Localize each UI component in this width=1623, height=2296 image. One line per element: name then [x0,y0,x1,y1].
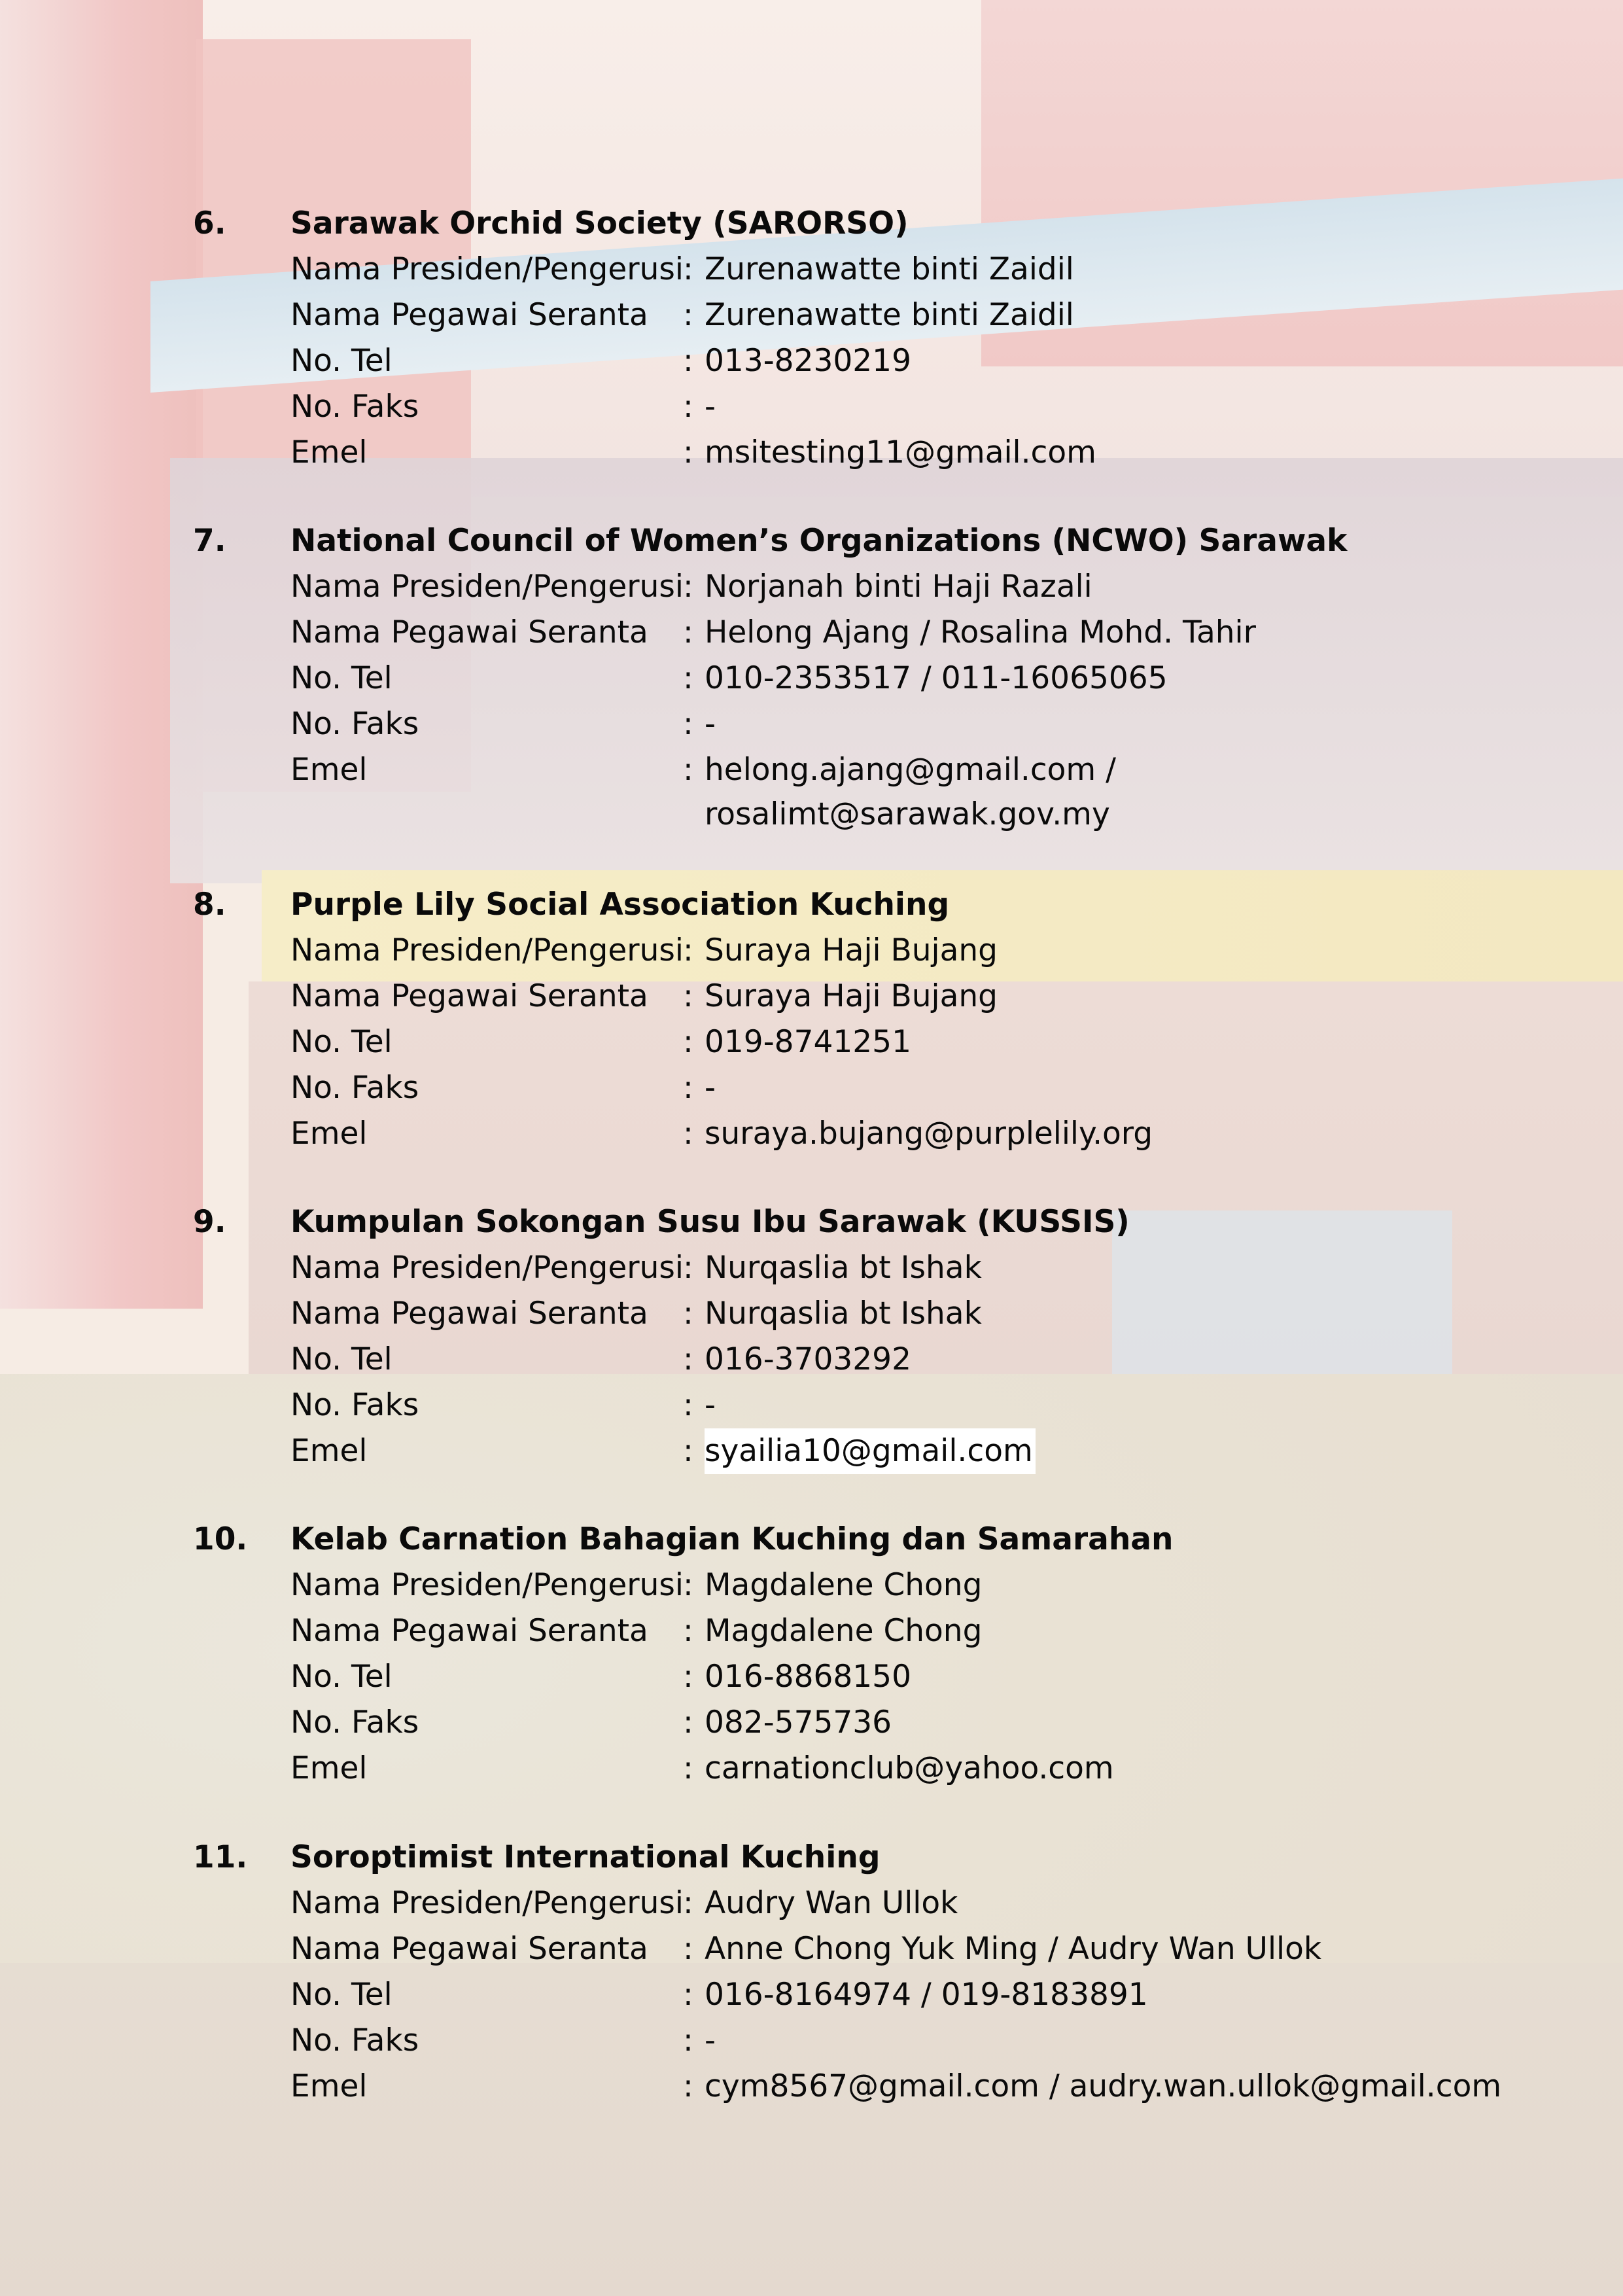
email-label: Emel [290,1116,368,1152]
officer-label: Nama Pegawai Seranta [290,978,648,1014]
organization-name: National Council of Women’s Organizations (NCWO) Sarawak [290,523,1348,559]
tel-row [0,1972,1623,2018]
fax-value: - [705,1070,716,1106]
organization-name: Sarawak Orchid Society (SARORSO) [290,205,909,241]
fax-label: No. Faks [290,389,419,425]
separator: : [683,1296,693,1332]
separator: : [683,932,693,968]
president-label: Nama Presiden/Pengerusi [290,932,684,968]
fax-row [0,384,1623,430]
separator: : [683,1885,693,1921]
president-label: Nama Presiden/Pengerusi [290,1885,684,1921]
email-label: Emel [290,1433,368,1469]
officer-value: Helong Ajang / Rosalina Mohd. Tahir [705,614,1256,650]
organization-name: Kelab Carnation Bahagian Kuching dan Samarahan [290,1521,1174,1557]
president-value: Nurqaslia bt Ishak [705,1250,982,1286]
tel-label: No. Tel [290,1341,393,1377]
officer-label: Nama Pegawai Seranta [290,1931,648,1967]
president-label: Nama Presiden/Pengerusi [290,1567,684,1603]
email-value[interactable]: suraya.bujang@purplelily.org [705,1116,1153,1152]
tel-row [0,1337,1623,1383]
email-row [0,430,1623,476]
separator: : [683,1704,693,1740]
separator: : [683,1977,693,2013]
email-row [0,2064,1623,2110]
separator: : [683,389,693,425]
entry-number: 10. [193,1521,248,1557]
officer-row [0,610,1623,656]
officer-row [0,1291,1623,1337]
fax-row [0,2018,1623,2064]
officer-value: Suraya Haji Bujang [705,978,998,1014]
email-value-line2[interactable]: rosalimt@sarawak.gov.my [705,796,1110,832]
tel-value: 016-3703292 [705,1341,911,1377]
entry-number: 11. [193,1839,248,1875]
entry-number: 9. [193,1204,226,1240]
separator: : [683,1433,693,1469]
president-row [0,564,1623,610]
separator: : [683,1613,693,1649]
fax-value: - [705,2022,716,2058]
separator: : [683,434,693,470]
officer-value: Anne Chong Yuk Ming / Audry Wan Ullok [705,1931,1322,1967]
tel-value: 010-2353517 / 011-16065065 [705,660,1168,696]
separator: : [683,978,693,1014]
officer-row [0,1926,1623,1972]
fax-value: 082-575736 [705,1704,892,1740]
tel-label: No. Tel [290,660,393,696]
email-label: Emel [290,1750,368,1786]
entry-number: 6. [193,205,226,241]
email-label: Emel [290,2068,368,2104]
fax-value: - [705,389,716,425]
president-row [0,1563,1623,1608]
separator: : [683,660,693,696]
separator: : [683,343,693,379]
email-value[interactable]: cym8567@gmail.com / audry.wan.ullok@gmail.com [705,2068,1502,2104]
fax-row [0,1065,1623,1111]
separator: : [683,1387,693,1423]
separator: : [683,614,693,650]
fax-label: No. Faks [290,706,419,742]
email-row [0,1428,1623,1474]
president-row [0,1881,1623,1926]
tel-row [0,1019,1623,1065]
email-value[interactable]: helong.ajang@gmail.com / [705,752,1116,788]
separator: : [683,752,693,788]
president-row [0,247,1623,292]
email-row [0,747,1623,793]
officer-label: Nama Pegawai Seranta [290,1296,648,1332]
separator: : [683,1116,693,1152]
fax-row [0,1700,1623,1746]
officer-value: Magdalene Chong [705,1613,983,1649]
president-value: Audry Wan Ullok [705,1885,958,1921]
president-row [0,928,1623,974]
organization-name: Purple Lily Social Association Kuching [290,887,950,923]
separator: : [683,297,693,333]
tel-value: 016-8868150 [705,1659,911,1695]
email-value[interactable]: syailia10@gmail.com [705,1428,1036,1474]
organization-name: Kumpulan Sokongan Susu Ibu Sarawak (KUSSIS) [290,1204,1130,1240]
email-row [0,1746,1623,1792]
officer-label: Nama Pegawai Seranta [290,297,648,333]
president-label: Nama Presiden/Pengerusi [290,251,684,287]
fax-label: No. Faks [290,1704,419,1740]
email-row [0,1111,1623,1157]
tel-row [0,338,1623,384]
tel-value: 016-8164974 / 019-8183891 [705,1977,1148,2013]
officer-row [0,974,1623,1019]
president-label: Nama Presiden/Pengerusi [290,1250,684,1286]
email-value[interactable]: carnationclub@yahoo.com [705,1750,1114,1786]
entry-number: 8. [193,887,226,923]
organization-name: Soroptimist International Kuching [290,1839,881,1875]
tel-row [0,656,1623,701]
tel-label: No. Tel [290,1659,393,1695]
tel-row [0,1654,1623,1700]
separator: : [683,1341,693,1377]
separator: : [683,1567,693,1603]
email-row-continued [0,792,1623,838]
separator: : [683,1750,693,1786]
tel-value: 019-8741251 [705,1024,911,1060]
email-label: Emel [290,434,368,470]
fax-label: No. Faks [290,1387,419,1423]
officer-row [0,292,1623,338]
fax-label: No. Faks [290,2022,419,2058]
fax-row [0,701,1623,747]
officer-value: Nurqaslia bt Ishak [705,1296,982,1332]
president-label: Nama Presiden/Pengerusi [290,569,684,605]
entry-number: 7. [193,523,226,559]
fax-row [0,1383,1623,1428]
separator: : [683,2022,693,2058]
fax-value: - [705,706,716,742]
fax-value: - [705,1387,716,1423]
separator: : [683,1070,693,1106]
president-value: Norjanah binti Haji Razali [705,569,1092,605]
separator: : [683,1931,693,1967]
officer-row [0,1608,1623,1654]
tel-label: No. Tel [290,1977,393,2013]
officer-label: Nama Pegawai Seranta [290,614,648,650]
email-value[interactable]: msitesting11@gmail.com [705,434,1096,470]
fax-label: No. Faks [290,1070,419,1106]
separator: : [683,251,693,287]
separator: : [683,569,693,605]
president-value: Suraya Haji Bujang [705,932,998,968]
president-value: Magdalene Chong [705,1567,983,1603]
tel-value: 013-8230219 [705,343,911,379]
separator: : [683,1659,693,1695]
president-value: Zurenawatte binti Zaidil [705,251,1074,287]
tel-label: No. Tel [290,1024,393,1060]
email-label: Emel [290,752,368,788]
separator: : [683,1250,693,1286]
tel-label: No. Tel [290,343,393,379]
separator: : [683,706,693,742]
separator: : [683,1024,693,1060]
officer-label: Nama Pegawai Seranta [290,1613,648,1649]
separator: : [683,2068,693,2104]
president-row [0,1245,1623,1291]
officer-value: Zurenawatte binti Zaidil [705,297,1074,333]
